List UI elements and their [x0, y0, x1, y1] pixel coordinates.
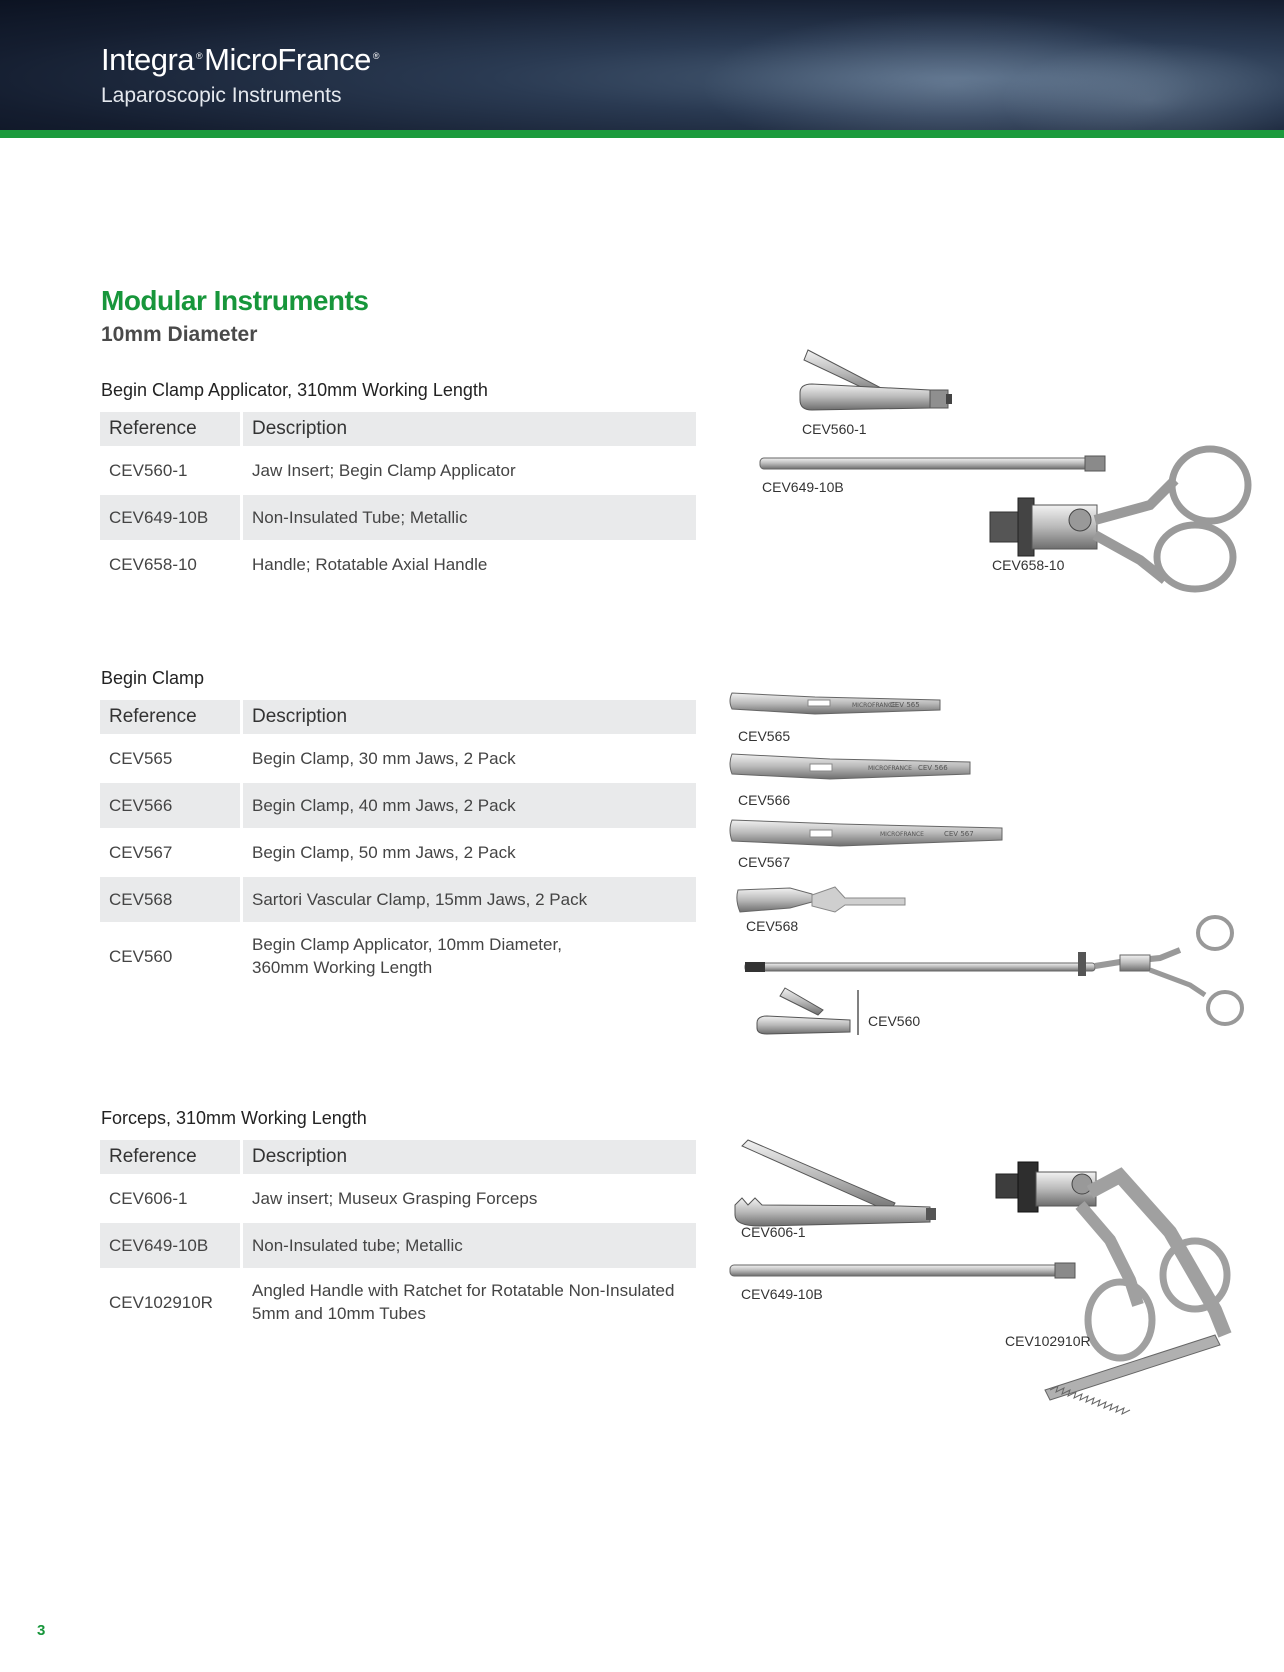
column-header-reference: Reference — [100, 700, 240, 734]
description-cell: Sartori Vascular Clamp, 15mm Jaws, 2 Pack — [240, 877, 696, 922]
description-cell: Begin Clamp, 40 mm Jaws, 2 Pack — [240, 783, 696, 828]
applicator-cev560-image — [745, 917, 1242, 1035]
figure-label: CEV102910R — [1005, 1333, 1091, 1349]
block-title-clamp-applicator: Begin Clamp Applicator, 310mm Working Length — [101, 380, 488, 400]
engraving: MICROFRANCE — [880, 831, 924, 838]
clamp-cev566-image — [730, 754, 970, 779]
figure-label: CEV566 — [738, 792, 791, 808]
engraving: CEV 566 — [918, 764, 948, 772]
engraving: CEV 567 — [944, 830, 974, 838]
reference-cell: CEV568 — [100, 877, 240, 922]
registered-mark: ® — [372, 50, 380, 61]
engraving: MICROFRANCE — [868, 765, 912, 772]
figure-label: CEV606-1 — [741, 1224, 806, 1240]
reference-cell: CEV102910R — [109, 1292, 213, 1312]
brand-subtitle: Laparoscopic Instruments — [101, 84, 342, 107]
reference-cell: CEV565 — [109, 749, 173, 768]
registered-mark: ® — [196, 50, 203, 61]
section-title: Modular Instruments — [101, 285, 369, 316]
description-cell: Non-Insulated tube; Metallic — [240, 1223, 696, 1268]
figure-label: CEV560-1 — [802, 421, 867, 437]
reference-cell: CEV649-10B — [100, 495, 240, 540]
tube-cev649-10b-image — [760, 456, 1105, 471]
column-header-description: Description — [240, 700, 696, 734]
figure-label: CEV567 — [738, 854, 791, 870]
clamp-cev567-image — [730, 820, 1002, 846]
figure-label: CEV649-10B — [762, 479, 844, 495]
jaw-insert-cev560-1-image — [800, 350, 952, 410]
figure-label: CEV658-10 — [992, 557, 1065, 573]
block-title-begin-clamp: Begin Clamp — [101, 668, 205, 688]
page-number: 3 — [37, 1622, 46, 1639]
description-cell: Begin Clamp, 30 mm Jaws, 2 Pack — [240, 736, 696, 781]
section-subtitle: 10mm Diameter — [101, 323, 258, 346]
reference-cell: CEV566 — [100, 783, 240, 828]
description-line: 360mm Working Length — [252, 958, 433, 977]
reference-cell: CEV560 — [109, 946, 173, 966]
figure-label: CEV560 — [868, 1013, 921, 1029]
reference-cell: CEV658-10 — [109, 555, 197, 574]
description-cell: Non-Insulated Tube; Metallic — [240, 495, 696, 540]
angled-handle-cev102910r-image — [996, 1162, 1227, 1414]
jaw-insert-cev606-1-image — [735, 1140, 936, 1226]
reference-cell: CEV567 — [109, 843, 173, 862]
engraving: CEV 565 — [890, 701, 920, 709]
column-header-reference: Reference — [100, 1140, 240, 1174]
column-header-reference: Reference — [100, 412, 240, 446]
description-line: 5mm and 10mm Tubes — [252, 1304, 426, 1323]
description-cell: Handle; Rotatable Axial Handle — [240, 542, 696, 587]
tube-cev649-10b-image — [730, 1263, 1075, 1278]
description-cell: Jaw insert; Museux Grasping Forceps — [240, 1176, 696, 1221]
brand-name-integra: Integra — [101, 42, 195, 77]
engraving: MICROFRANCE — [852, 702, 896, 709]
column-header-description: Description — [240, 1140, 696, 1174]
reference-cell: CEV560-1 — [109, 461, 188, 480]
figure-label: CEV649-10B — [741, 1286, 823, 1302]
clamp-cev568-image — [737, 887, 905, 912]
description-cell: Begin Clamp, 50 mm Jaws, 2 Pack — [240, 830, 696, 875]
figure-label: CEV568 — [746, 918, 799, 934]
reference-cell: CEV649-10B — [100, 1223, 240, 1268]
description-line: Angled Handle with Ratchet for Rotatable Non-Insulated — [252, 1281, 675, 1300]
reference-cell: CEV606-1 — [109, 1189, 188, 1208]
block-title-forceps: Forceps, 310mm Working Length — [101, 1108, 367, 1128]
description-cell: Jaw Insert; Begin Clamp Applicator — [240, 448, 696, 493]
column-header-description: Description — [240, 412, 696, 446]
clamp-cev565-image — [730, 693, 940, 714]
brand-name-microfrance: MicroFrance — [204, 42, 371, 77]
figure-label: CEV565 — [738, 728, 791, 744]
description-line: Begin Clamp Applicator, 10mm Diameter, — [252, 935, 562, 954]
